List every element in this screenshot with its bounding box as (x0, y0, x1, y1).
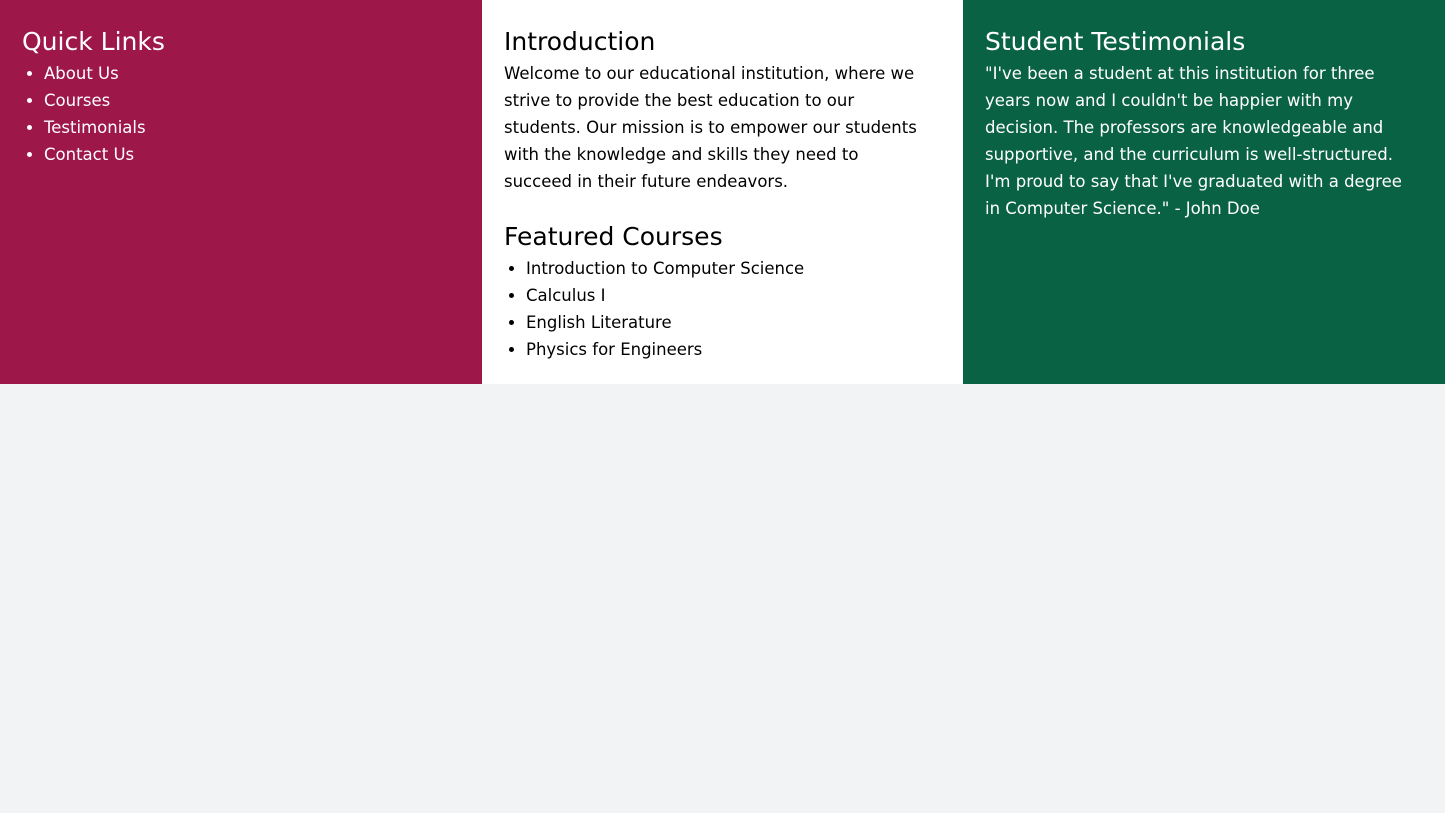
course-item: • English Literature (526, 309, 941, 336)
featured-courses-heading: Featured Courses (504, 222, 723, 251)
quick-link-courses (44, 87, 460, 114)
quick-link-courses-link[interactable]: Courses (44, 91, 111, 110)
quick-link-contact-us (44, 141, 460, 168)
quick-link-testimonials (44, 114, 460, 141)
content-row (0, 0, 1445, 384)
introduction-body: Welcome to our educational institution, where we strive to provide the best education to our students. Our mission is to empower our students with the knowledge and skills they need to succeed in their future endeavors. (504, 64, 917, 191)
main-content-panel (482, 0, 963, 384)
testimonials-panel (963, 0, 1445, 384)
quick-links-heading: Quick Links (22, 27, 165, 56)
quick-links-panel (0, 0, 482, 384)
featured-courses-list (504, 255, 941, 363)
quick-link-testimonials-link[interactable]: Testimonials (44, 118, 146, 137)
introduction-heading: Introduction (504, 27, 656, 56)
course-item: • Physics for Engineers (526, 336, 941, 363)
testimonials-heading: Student Testimonials (985, 27, 1246, 56)
quick-link-contact-us-link[interactable]: Contact Us (44, 145, 135, 164)
quick-links-list (22, 60, 460, 168)
course-item: • Calculus I (526, 282, 941, 309)
course-item: • Introduction to Computer Science (526, 255, 941, 282)
quick-link-about-us-link[interactable]: About Us (44, 64, 119, 83)
quick-link-about-us (44, 60, 460, 87)
testimonial-quote: "I've been a student at this institution for three years now and I couldn't be happier with my decision. The professors are knowledgeable and supportive, and the curriculum is well-structured. I'm proud to say that I've graduated with a degree in Computer Science." - John Doe (985, 64, 1402, 218)
